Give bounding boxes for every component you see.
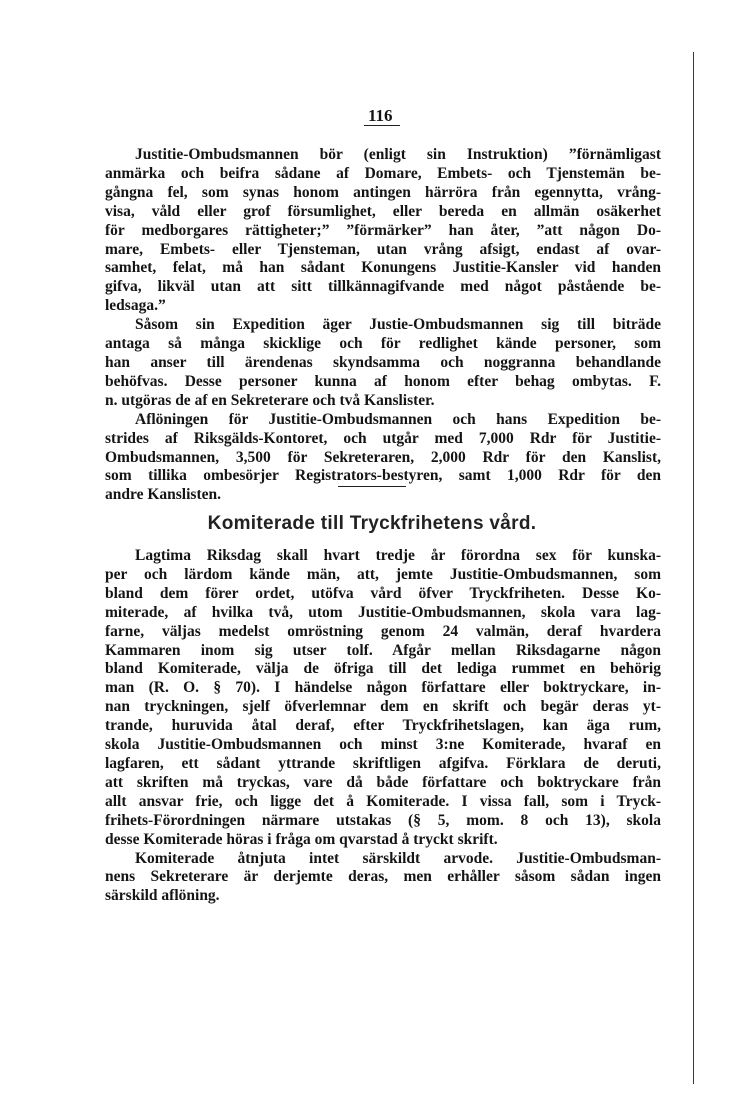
section-separator	[338, 486, 406, 487]
text-line: trande, huruvida åtal deraf, efter Tryckfrihetslagen, kan äga rum,	[105, 717, 661, 735]
page-edge-line	[693, 52, 694, 1084]
text-line: gifva, likväl utan att sitt tillkännagifvande med något påstående be-	[105, 278, 661, 296]
text-line: nan tryckningen, sjelf öfverlemnar dem en skrift och begär deras yt-	[105, 698, 661, 716]
text-line: andre Kanslisten.	[105, 486, 221, 504]
text-line: miterade, af hvilka två, utom Justitie-Ombudsmannen, skola vara lag-	[105, 603, 661, 621]
text-line: farne, väljas medelst omröstning genom 24 valmän, deraf hvardera	[105, 622, 661, 640]
text-line: per och lärdom kände män, att, jemte Justitie-Ombudsmannen, som	[105, 565, 661, 583]
page-number-rule	[364, 125, 400, 126]
text-line: anmärka och beifra sådane af Domare, Embets- och Tjenstemän be-	[105, 164, 661, 182]
text-line: mare, Embets- eller Tjensteman, utan vrång afsigt, endast af ovar-	[105, 240, 661, 258]
text-line: gångna fel, som synas honom antingen härröra från egennytta, vrång-	[105, 183, 661, 201]
text-line: Kammaren inom sig utser tolf. Afgår mellan Riksdagarne någon	[105, 641, 661, 659]
text-line: desse Komiterade höras i fråga om qvarstad å tryckt skrift.	[105, 830, 498, 848]
text-line: strides af Riksgälds-Kontoret, och utgår med 7,000 Rdr för Justitie-	[105, 429, 661, 447]
text-line: allt ansvar frie, och ligge det å Komiterade. I vissa fall, som i Tryck-	[105, 792, 661, 810]
text-line: visa, våld eller grof försumlighet, eller bereda en allmän osäkerhet	[105, 202, 661, 220]
text-line: skola Justitie-Ombudsmannen och minst 3:ne Komiterade, hvaraf en	[105, 736, 661, 754]
text-line: Aflöningen för Justitie-Ombudsmannen och hans Expedition be-	[135, 410, 661, 428]
body-text-ombudsman	[105, 146, 661, 505]
text-line: n. utgöras de af en Sekreterare och två Kanslister.	[105, 391, 435, 409]
body-text-committee	[105, 547, 661, 906]
text-line: särskild aflöning.	[105, 887, 220, 905]
text-line: samhet, felat, må han sådant Konungens Justitie-Kansler vid handen	[105, 259, 661, 277]
text-line: för medborgares rättigheter;” ”förmärker” han åter, ”att någon Do-	[105, 221, 661, 239]
text-line: behöfvas. Desse personer kunna af honom efter behag ombytas. F.	[105, 372, 661, 390]
text-line: antaga så många skicklige och för redlighet kände personer, som	[105, 335, 661, 353]
text-line: som tillika ombesörjer Registrators-bestyren, samt 1,000 Rdr för den	[105, 467, 661, 485]
text-line: Komiterade åtnjuta intet särskildt arvode. Justitie-Ombudsman-	[135, 849, 661, 867]
text-line: man (R. O. § 70). I händelse någon författare eller boktryckare, in-	[105, 679, 661, 697]
text-line: lagfaren, ett sådant yttrande skriftligen afgifva. Förklara de deruti,	[105, 754, 661, 772]
text-line: han anser till ärendenas skyndsamma och noggranna behandlande	[105, 353, 661, 371]
page-number: 116	[368, 106, 393, 125]
text-line: Justitie-Ombudsmannen bör (enligt sin Instruktion) ”förnämligast	[135, 146, 661, 163]
text-line: nens Sekreterare är derjemte deras, men erhåller såsom sådan ingen	[105, 868, 661, 886]
text-line: ledsaga.”	[105, 297, 166, 315]
text-line: Såsom sin Expedition äger Justie-Ombudsmannen sig till biträde	[135, 316, 661, 334]
text-line: att skriften må tryckas, vare då både författare och boktryckare från	[105, 773, 661, 791]
text-line: Ombudsmannen, 3,500 för Sekreteraren, 2,000 Rdr för den Kanslist,	[105, 448, 661, 466]
text-line: bland dem förer ordet, utöfva vård öfver Tryckfriheten. Desse Ko-	[105, 584, 661, 602]
text-line: bland Komiterade, välja de öfriga till det lediga rummet en behörig	[105, 660, 661, 678]
text-line: Lagtima Riksdag skall hvart tredje år förordna sex för kunska-	[135, 547, 661, 564]
section-heading: Komiterade till Tryckfrihetens vård.	[207, 513, 537, 534]
text-line: frihets-Förordningen närmare utstakas (§ 5, mom. 8 och 13), skola	[105, 811, 661, 829]
